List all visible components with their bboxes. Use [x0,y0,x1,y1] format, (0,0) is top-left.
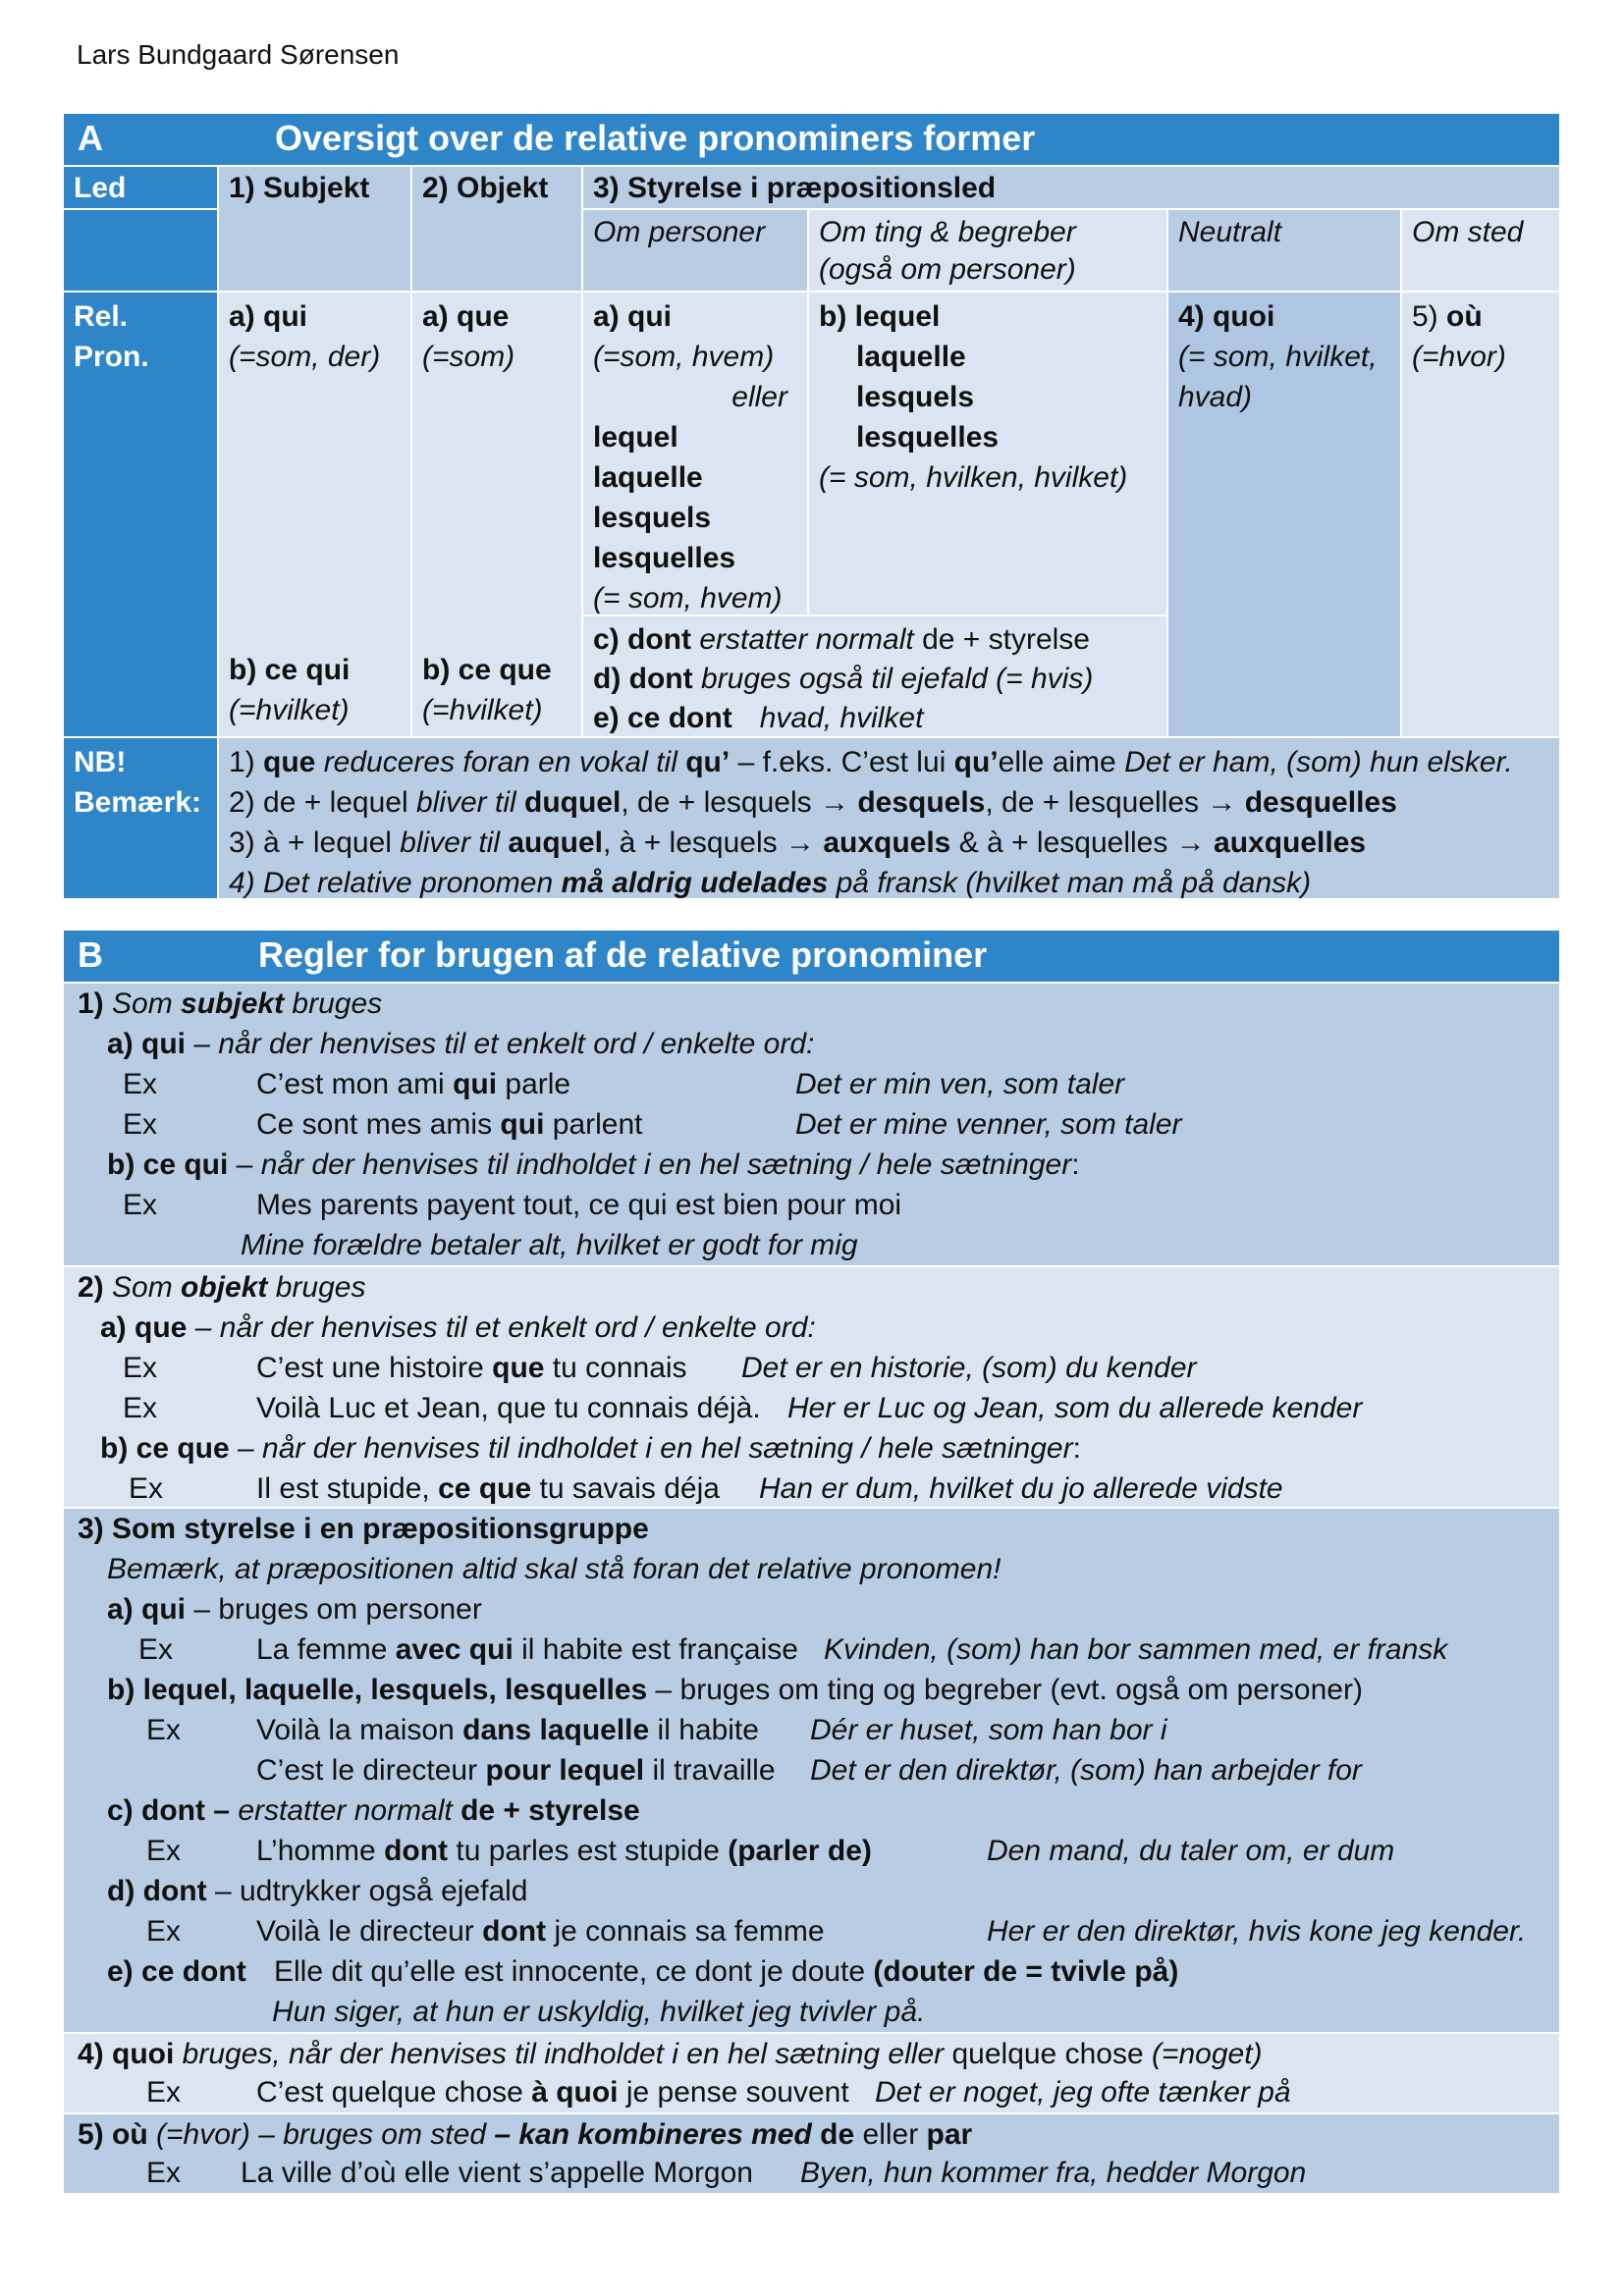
rule-5 [64,2114,1559,2193]
cell-om-ting [809,293,1166,614]
ou-label: 5) où [1412,300,1483,333]
rule-1-ex-label-3: Ex [123,1189,158,1221]
objekt-a-note: (=som) [422,341,515,373]
rule-3-ex-da-6: Hun siger, at hun er uskyldig, hvilket jeg tvivler på. [272,1996,926,2028]
rule-3-ex-fr-2: Voilà la maison dans laquelle il habite [256,1714,759,1746]
rule-2-ex-da-1: Det er en historie, (som) du kender [741,1352,1197,1384]
rule-3-ex-da-1: Kvinden, (som) han bor sammen med, er fransk [824,1633,1448,1666]
dont-c: c) dont erstatter normalt de + styrelse [593,623,1090,656]
nb-rules [219,738,1559,898]
nb-label [64,738,217,898]
nb-label-2: Bemærk: [74,786,202,819]
nb-rule-4: 4) Det relative pronomen må aldrig udelades på fransk (hvilket man må på dansk) [229,867,1312,899]
rule-2a: a) que – når der henvises til et enkelt ord / enkelte ord: [100,1311,816,1344]
personer-form-4: lesquelles [593,542,736,574]
rule-2-ex-fr-1: C’est une histoire que tu connais [256,1352,687,1384]
section-b-title: Regler for brugen af de relative pronominer [258,934,988,975]
rule-4-ex-label-1: Ex [146,2076,182,2109]
rule-4 [64,2034,1559,2112]
rule-1-ex-fr-2: Ce sont mes amis qui parlent [256,1108,643,1141]
rule-3-heading: 3) Som styrelse i en præpositionsgruppe [78,1513,649,1545]
section-b-header [64,931,1559,982]
rule-3-ex-fr-5: Voilà le directeur dont je connais sa femme [256,1915,825,1948]
col-styrelse-header [583,167,1559,208]
section-a-letter: A [78,118,103,158]
rule-2b: b) ce que – når der henvises til indholdet i en hel sætning / hele sætninger: [100,1432,1081,1465]
sub-om-ting-1: Om ting & begreber [819,216,1076,248]
rule-3e: e) ce dont [107,1955,246,1988]
subjekt-a-note: (=som, der) [229,341,381,373]
sub-om-ting [809,210,1166,291]
rule-3-ex-label-5: Ex [146,1915,182,1948]
rule-3-ex-fr-4: L’homme dont tu parles est stupide (parler de) [256,1835,872,1867]
sub-om-sted: Om sted [1402,210,1559,291]
subjekt-b: b) ce qui [229,654,351,686]
rule-3-ex-da-2: Dér er huset, som han bor i [810,1714,1167,1746]
col-styrelse-title: 3) Styrelse i præpositionsled [593,172,997,204]
rule-1-ex-da-1: Det er min ven, som taler [795,1068,1125,1100]
rule-1 [64,984,1559,1265]
rule-1-ex-fr-3: Mes parents payent tout, ce qui est bien pour moi [256,1189,902,1221]
rule-3-ex-label-4: Ex [146,1835,182,1867]
rule-1-ex-da-3: Mine forældre betaler alt, hvilket er godt for mig [241,1229,858,1261]
personer-a: a) qui [593,300,672,333]
subjekt-a: a) qui [229,300,307,333]
rule-2-ex-da-2: Her er Luc og Jean, som du allerede kender [787,1392,1363,1424]
rule-3b: b) lequel, laquelle, lesquels, lesquelles – bruges om ting og begreber (evt. også om personer) [107,1674,1363,1706]
sub-om-ting-2: (også om personer) [819,253,1076,286]
rel-pron-label-1: Rel. [74,300,129,333]
rule-3-ex-da-4: Den mand, du taler om, er dum [987,1835,1395,1867]
sub-om-personer: Om personer [583,210,807,291]
rule-3-note: Bemærk, at præpositionen altid skal stå foran det relative pronomen! [107,1553,1001,1585]
rule-3 [64,1509,1559,2032]
cell-om-sted [1402,293,1559,736]
rule-4-heading: 4) quoi bruges, når der henvises til indholdet i en hel sætning eller quelque chose (=noget) [78,2038,1263,2070]
objekt-b-note: (=hvilket) [422,694,543,726]
rule-2-ex-label-3: Ex [129,1472,164,1505]
rule-2-ex-fr-3: Il est stupide, ce que tu savais déja [256,1472,720,1505]
rule-3-ex-da-5: Her er den direktør, hvis kone jeg kender. [987,1915,1527,1948]
ting-b: b) lequel [819,300,941,333]
rule-2-ex-fr-2: Voilà Luc et Jean, que tu connais déjà. [256,1392,761,1424]
personer-a-note: (=som, hvem) [593,341,775,373]
rule-4-ex-da-1: Det er noget, jeg ofte tænker på [875,2076,1291,2109]
col-objekt-header [412,167,581,291]
rule-3c: c) dont – erstatter normalt de + styrelse [107,1794,640,1827]
personer-note: (= som, hvem) [593,582,783,614]
dont-e: e) ce dont hvad, hvilket [593,702,924,734]
rel-pron-label-2: Pron. [74,341,149,373]
personer-form-1: lequel [593,421,678,454]
col-subjekt-header [219,167,410,291]
cell-objekt [412,293,581,736]
personer-form-3: lesquels [593,502,712,534]
personer-form-2: laquelle [593,461,703,494]
rule-3-ex-fr-6: Elle dit qu’elle est innocente, ce dont je doute (douter de = tvivle på) [274,1955,1179,1988]
sub-neutralt: Neutralt [1168,210,1400,291]
rule-5-ex-label-1: Ex [146,2157,182,2189]
col-objekt-title: 2) Objekt [422,172,549,204]
dont-d: d) dont bruges også til ejefald (= hvis) [593,663,1094,695]
rule-1-ex-label-2: Ex [123,1108,158,1141]
rule-3-ex-fr-1: La femme avec qui il habite est française [256,1633,798,1666]
led-label-blank [64,210,217,291]
rule-1-ex-da-2: Det er mine venner, som taler [795,1108,1182,1141]
rule-3-ex-da-3: Det er den direktør, (som) han arbejder for [810,1754,1362,1787]
rule-1a: a) qui – når der henvises til et enkelt ord / enkelte ord: [107,1028,815,1060]
ting-note: (= som, hvilken, hvilket) [819,461,1128,494]
cell-dont [583,616,1166,736]
nb-rule-1: 1) que reduceres foran en vokal til qu’ – f.eks. C’est lui qu’elle aime Det er ham, (som) hun elsker. [229,746,1513,778]
rule-1b: b) ce qui – når der henvises til indholdet i en hel sætning / hele sætninger: [107,1148,1080,1181]
rule-5-heading: 5) où (=hvor) – bruges om sted – kan kombineres med de eller par [78,2118,973,2151]
personer-eller: eller [731,381,787,413]
rule-1-ex-fr-1: C’est mon ami qui parle [256,1068,571,1100]
nb-rule-3: 3) à + lequel bliver til auquel, à + lesquels → auxquels & à + lesquelles → auxquelles [229,827,1367,859]
ou-note: (=hvor) [1412,341,1506,373]
section-a-header [64,114,1559,165]
led-label: Led [64,167,217,208]
section-a-title: Oversigt over de relative pronominers former [275,118,1036,158]
rule-4-ex-fr-1: C’est quelque chose à quoi je pense souvent [256,2076,849,2109]
rule-3a: a) qui – bruges om personer [107,1593,482,1626]
cell-neutralt [1168,293,1400,736]
rule-3d: d) dont – udtrykker også ejefald [107,1875,528,1907]
col-subjekt-title: 1) Subjekt [229,172,370,204]
ting-form-1: laquelle [856,341,966,373]
author-name: Lars Bundgaard Sørensen [77,39,400,70]
rule-3-ex-label-2: Ex [146,1714,182,1746]
rule-3-ex-fr-3: C’est le directeur pour lequel il travaille [256,1754,776,1787]
quoi-label: 4) quoi [1178,300,1275,333]
rule-2-ex-label-2: Ex [123,1392,158,1424]
quoi-note-2: hvad) [1178,381,1253,413]
rule-2 [64,1267,1559,1507]
section-b-letter: B [78,934,103,975]
rule-1-heading: 1) Som subjekt bruges [78,988,383,1020]
rel-pron-label [64,293,217,736]
objekt-b: b) ce que [422,654,552,686]
cell-subjekt [219,293,410,736]
nb-label-1: NB! [74,746,127,778]
rule-3-ex-label-1: Ex [138,1633,174,1666]
ting-form-2: lesquels [856,381,975,413]
nb-rule-2: 2) de + lequel bliver til duquel, de + lesquels → desquels, de + lesquelles → desquelles [229,786,1397,819]
rule-2-ex-da-3: Han er dum, hvilket du jo allerede vidste [759,1472,1283,1505]
rule-5-ex-da-1: Byen, hun kommer fra, hedder Morgon [800,2157,1307,2189]
rule-5-ex-fr-1: La ville d’où elle vient s’appelle Morgon [241,2157,753,2189]
subjekt-b-note: (=hvilket) [229,694,350,726]
objekt-a: a) que [422,300,510,333]
cell-om-personer [583,293,807,614]
quoi-note-1: (= som, hvilket, [1178,341,1378,373]
rule-1-ex-label-1: Ex [123,1068,158,1100]
rule-2-ex-label-1: Ex [123,1352,158,1384]
rule-2-heading: 2) Som objekt bruges [78,1271,366,1304]
ting-form-3: lesquelles [856,421,1000,454]
